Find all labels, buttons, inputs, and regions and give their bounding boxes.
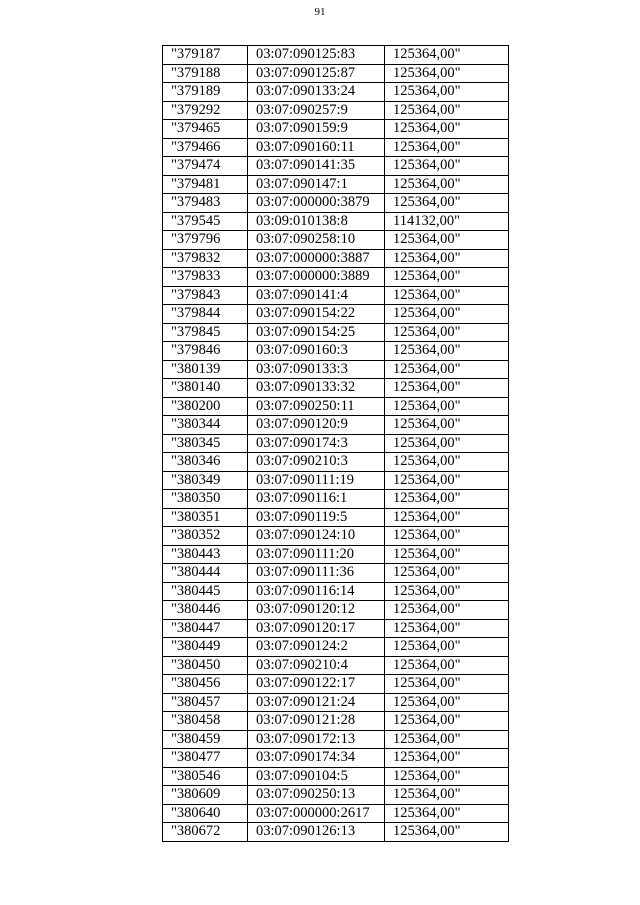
table-row <box>163 490 509 509</box>
record-id-cell: "379481 <box>163 175 248 194</box>
table-row <box>163 675 509 694</box>
amount-cell: 125364,00" <box>385 619 509 638</box>
record-id-cell: "380344 <box>163 416 248 435</box>
table-row <box>163 249 509 268</box>
amount-cell: 125364,00" <box>385 379 509 398</box>
cadastral-number-cell: 03:07:090174:34 <box>248 749 385 768</box>
record-id-cell: "379187 <box>163 46 248 65</box>
table-row <box>163 101 509 120</box>
record-id-cell: "380640 <box>163 804 248 823</box>
amount-cell: 125364,00" <box>385 804 509 823</box>
table-row <box>163 730 509 749</box>
amount-cell: 125364,00" <box>385 101 509 120</box>
table-row <box>163 656 509 675</box>
cadastral-number-cell: 03:07:090116:1 <box>248 490 385 509</box>
amount-cell: 125364,00" <box>385 527 509 546</box>
cadastral-number-cell: 03:07:090133:32 <box>248 379 385 398</box>
table-row <box>163 712 509 731</box>
cadastral-number-cell: 03:09:010138:8 <box>248 212 385 231</box>
cadastral-number-cell: 03:07:090141:4 <box>248 286 385 305</box>
table-row <box>163 46 509 65</box>
table-row <box>163 120 509 139</box>
amount-cell: 125364,00" <box>385 342 509 361</box>
record-id-cell: "380445 <box>163 582 248 601</box>
table-row <box>163 693 509 712</box>
cadastral-number-cell: 03:07:090258:10 <box>248 231 385 250</box>
record-id-cell: "380450 <box>163 656 248 675</box>
data-table <box>162 45 509 842</box>
amount-cell: 125364,00" <box>385 453 509 472</box>
table-row <box>163 379 509 398</box>
amount-cell: 125364,00" <box>385 249 509 268</box>
table-row <box>163 527 509 546</box>
record-id-cell: "380449 <box>163 638 248 657</box>
record-id-cell: "380609 <box>163 786 248 805</box>
record-id-cell: "380200 <box>163 397 248 416</box>
record-id-cell: "379483 <box>163 194 248 213</box>
amount-cell: 125364,00" <box>385 490 509 509</box>
cadastral-number-cell: 03:07:000000:3889 <box>248 268 385 287</box>
record-id-cell: "380456 <box>163 675 248 694</box>
table-row <box>163 212 509 231</box>
table-row <box>163 582 509 601</box>
page-number: 91 <box>314 6 326 18</box>
record-id-cell: "379796 <box>163 231 248 250</box>
amount-cell: 125364,00" <box>385 749 509 768</box>
amount-cell: 125364,00" <box>385 305 509 324</box>
record-id-cell: "379833 <box>163 268 248 287</box>
record-id-cell: "380477 <box>163 749 248 768</box>
record-id-cell: "380546 <box>163 767 248 786</box>
table-row <box>163 638 509 657</box>
amount-cell: 125364,00" <box>385 693 509 712</box>
record-id-cell: "380345 <box>163 434 248 453</box>
table-row <box>163 564 509 583</box>
amount-cell: 125364,00" <box>385 564 509 583</box>
cadastral-number-cell: 03:07:090141:35 <box>248 157 385 176</box>
record-id-cell: "380350 <box>163 490 248 509</box>
record-id-cell: "380352 <box>163 527 248 546</box>
record-id-cell: "380139 <box>163 360 248 379</box>
record-id-cell: "380459 <box>163 730 248 749</box>
cadastral-number-cell: 03:07:090154:22 <box>248 305 385 324</box>
amount-cell: 125364,00" <box>385 138 509 157</box>
cadastral-number-cell: 03:07:090210:4 <box>248 656 385 675</box>
table-row <box>163 823 509 842</box>
cadastral-number-cell: 03:07:000000:2617 <box>248 804 385 823</box>
record-id-cell: "380672 <box>163 823 248 842</box>
record-id-cell: "379474 <box>163 157 248 176</box>
table-row <box>163 286 509 305</box>
table-row <box>163 231 509 250</box>
amount-cell: 125364,00" <box>385 582 509 601</box>
amount-cell: 125364,00" <box>385 767 509 786</box>
amount-cell: 125364,00" <box>385 360 509 379</box>
record-id-cell: "379465 <box>163 120 248 139</box>
record-id-cell: "380457 <box>163 693 248 712</box>
amount-cell: 125364,00" <box>385 120 509 139</box>
cadastral-number-cell: 03:07:000000:3879 <box>248 194 385 213</box>
amount-cell: 125364,00" <box>385 268 509 287</box>
cadastral-number-cell: 03:07:090111:19 <box>248 471 385 490</box>
amount-cell: 125364,00" <box>385 434 509 453</box>
table-row <box>163 175 509 194</box>
cadastral-number-cell: 03:07:090160:3 <box>248 342 385 361</box>
amount-cell: 125364,00" <box>385 638 509 657</box>
record-id-cell: "379466 <box>163 138 248 157</box>
amount-cell: 125364,00" <box>385 83 509 102</box>
cadastral-number-cell: 03:07:090120:17 <box>248 619 385 638</box>
cadastral-number-cell: 03:07:090250:11 <box>248 397 385 416</box>
record-id-cell: "380444 <box>163 564 248 583</box>
amount-cell: 125364,00" <box>385 64 509 83</box>
table-row <box>163 83 509 102</box>
record-id-cell: "379189 <box>163 83 248 102</box>
record-id-cell: "380349 <box>163 471 248 490</box>
amount-cell: 125364,00" <box>385 601 509 620</box>
table-row <box>163 619 509 638</box>
cadastral-number-cell: 03:07:090172:13 <box>248 730 385 749</box>
amount-cell: 125364,00" <box>385 194 509 213</box>
cadastral-number-cell: 03:07:090126:13 <box>248 823 385 842</box>
cadastral-number-cell: 03:07:090121:28 <box>248 712 385 731</box>
table-row <box>163 305 509 324</box>
table-row <box>163 434 509 453</box>
cadastral-number-cell: 03:07:090120:9 <box>248 416 385 435</box>
table-row <box>163 767 509 786</box>
amount-cell: 125364,00" <box>385 545 509 564</box>
table-row <box>163 786 509 805</box>
amount-cell: 125364,00" <box>385 286 509 305</box>
record-id-cell: "379188 <box>163 64 248 83</box>
table-row <box>163 749 509 768</box>
amount-cell: 125364,00" <box>385 730 509 749</box>
table-row <box>163 138 509 157</box>
amount-cell: 125364,00" <box>385 712 509 731</box>
amount-cell: 125364,00" <box>385 46 509 65</box>
amount-cell: 125364,00" <box>385 656 509 675</box>
cadastral-number-cell: 03:07:090257:9 <box>248 101 385 120</box>
cadastral-number-cell: 03:07:090104:5 <box>248 767 385 786</box>
table-row <box>163 157 509 176</box>
record-id-cell: "380447 <box>163 619 248 638</box>
cadastral-number-cell: 03:07:000000:3887 <box>248 249 385 268</box>
record-id-cell: "379832 <box>163 249 248 268</box>
cadastral-number-cell: 03:07:090147:1 <box>248 175 385 194</box>
cadastral-number-cell: 03:07:090250:13 <box>248 786 385 805</box>
record-id-cell: "379545 <box>163 212 248 231</box>
record-id-cell: "379846 <box>163 342 248 361</box>
record-id-cell: "380140 <box>163 379 248 398</box>
table-row <box>163 342 509 361</box>
cadastral-number-cell: 03:07:090116:14 <box>248 582 385 601</box>
cadastral-number-cell: 03:07:090154:25 <box>248 323 385 342</box>
table-row <box>163 508 509 527</box>
cadastral-number-cell: 03:07:090125:83 <box>248 46 385 65</box>
table-row <box>163 545 509 564</box>
amount-cell: 125364,00" <box>385 823 509 842</box>
cadastral-number-cell: 03:07:090124:10 <box>248 527 385 546</box>
amount-cell: 125364,00" <box>385 231 509 250</box>
amount-cell: 114132,00" <box>385 212 509 231</box>
record-id-cell: "380458 <box>163 712 248 731</box>
table-row <box>163 453 509 472</box>
table-body <box>163 46 509 842</box>
cadastral-number-cell: 03:07:090133:3 <box>248 360 385 379</box>
cadastral-number-cell: 03:07:090210:3 <box>248 453 385 472</box>
record-id-cell: "380351 <box>163 508 248 527</box>
cadastral-number-cell: 03:07:090125:87 <box>248 64 385 83</box>
table-row <box>163 194 509 213</box>
record-id-cell: "379843 <box>163 286 248 305</box>
table-row <box>163 360 509 379</box>
cadastral-number-cell: 03:07:090160:11 <box>248 138 385 157</box>
table-row <box>163 471 509 490</box>
cadastral-number-cell: 03:07:090121:24 <box>248 693 385 712</box>
amount-cell: 125364,00" <box>385 786 509 805</box>
amount-cell: 125364,00" <box>385 397 509 416</box>
table-row <box>163 601 509 620</box>
table-row <box>163 416 509 435</box>
record-id-cell: "379845 <box>163 323 248 342</box>
cadastral-number-cell: 03:07:090133:24 <box>248 83 385 102</box>
amount-cell: 125364,00" <box>385 471 509 490</box>
amount-cell: 125364,00" <box>385 323 509 342</box>
cadastral-number-cell: 03:07:090159:9 <box>248 120 385 139</box>
amount-cell: 125364,00" <box>385 416 509 435</box>
record-id-cell: "380346 <box>163 453 248 472</box>
amount-cell: 125364,00" <box>385 157 509 176</box>
amount-cell: 125364,00" <box>385 675 509 694</box>
record-id-cell: "380446 <box>163 601 248 620</box>
amount-cell: 125364,00" <box>385 508 509 527</box>
table-row <box>163 804 509 823</box>
record-id-cell: "379292 <box>163 101 248 120</box>
table-row <box>163 323 509 342</box>
table-row <box>163 268 509 287</box>
amount-cell: 125364,00" <box>385 175 509 194</box>
cadastral-number-cell: 03:07:090119:5 <box>248 508 385 527</box>
record-id-cell: "380443 <box>163 545 248 564</box>
cadastral-number-cell: 03:07:090111:36 <box>248 564 385 583</box>
table-row <box>163 397 509 416</box>
cadastral-number-cell: 03:07:090124:2 <box>248 638 385 657</box>
cadastral-number-cell: 03:07:090174:3 <box>248 434 385 453</box>
table-row <box>163 64 509 83</box>
record-id-cell: "379844 <box>163 305 248 324</box>
cadastral-number-cell: 03:07:090122:17 <box>248 675 385 694</box>
cadastral-number-cell: 03:07:090111:20 <box>248 545 385 564</box>
cadastral-number-cell: 03:07:090120:12 <box>248 601 385 620</box>
